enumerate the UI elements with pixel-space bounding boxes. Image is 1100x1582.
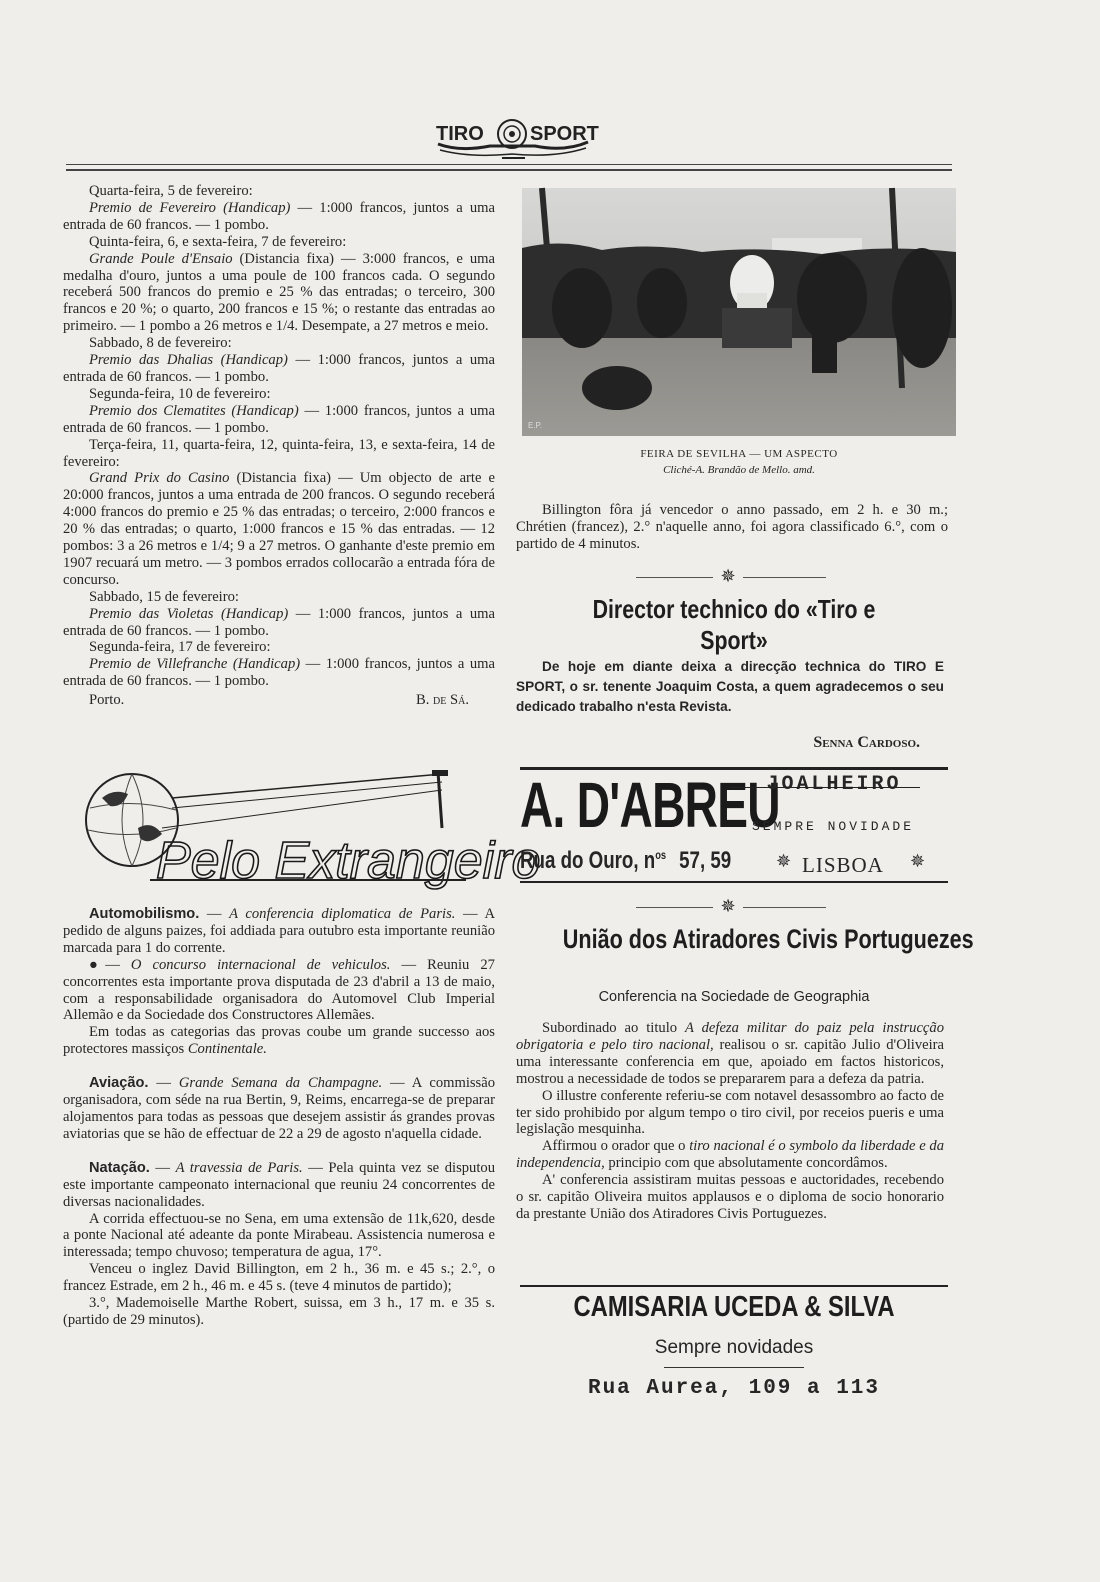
masthead-logo — [430, 112, 599, 162]
dabreu-trade-rule — [730, 787, 920, 788]
star-icon: ✵ — [776, 851, 792, 872]
pelo-extrangeiro-banner — [82, 768, 541, 890]
dabreu-address: Rua do Ouro, $n^{os}$ 57, 59 — [520, 847, 732, 874]
news-concurso: ●— O concurso internacional de vehiculos. — Reuniu 27 concorrentes esta importante prova disputada de 23 d'abril a 13 de maio, com a responsabilidade organisadora do Automovel Club Imperial Allemão e da Sociedade dos Constructores Allemães. — [63, 956, 495, 1024]
schedule-line: Sabbado, 15 de fevereiro: — [89, 588, 239, 605]
sevilha-fair-photo — [522, 188, 956, 436]
svg-text:SPORT: SPORT — [530, 123, 599, 145]
svg-text:TIRO: TIRO — [436, 123, 484, 145]
dabreu-slogan: SEMPRE NOVIDADE — [751, 819, 915, 834]
schedule-line: Grande Poule d'Ensaio (Distancia fixa) — 3:000 francos, e uma medalha d'ouro, juntos a uma poule de 100 francos cada. O segundo receberá 500 francos do premio e 25 % das entradas; o terceiro, 300 francos e 20 %; o quarto, 200 francos e 15 %; o restante das entradas ao primeiro. — 1 pombo a 26 metros e 1/4. Desempate, a 27 metros e meio. — [63, 250, 495, 335]
schedule-line: Premio das Violetas (Handicap) — 1:000 francos, juntos a uma entrada de 60 francos. — 1 pombo. — [63, 605, 495, 639]
schedule-line: Quarta-feira, 5 de fevereiro: — [89, 183, 253, 199]
schedule-line: Premio dos Clematites (Handicap) — 1:000 francos, juntos a uma entrada de 60 francos. — 1 pombo. — [63, 402, 495, 436]
schedule-line: Premio de Villefranche (Handicap) — 1:000 francos, juntos a uma entrada de 60 francos. — 1 pombo. — [63, 656, 495, 690]
schedule-line: Segunda-feira, 10 de fevereiro: — [89, 385, 271, 402]
star-icon: ✵ — [910, 851, 926, 872]
svg-text:E.P.: E.P. — [528, 421, 543, 430]
schedule-line: Quinta-feira, 6, e sexta-feira, 7 de fevereiro: — [89, 233, 347, 250]
news-aviacao: Aviação. — Grande Semana da Champagne. — A commissão organisadora, com séde na rua Bertin, 9, Reims, encarrega-se de preparar alojamentos para todas as pessoas que desejem assistir ás grandes provas aviatorias que se hão de effectuar de 22 a 29 de agosto n'aquella cidade. — [63, 1075, 496, 1142]
dabreu-city: LISBOA — [802, 853, 884, 877]
uniao-title: União dos Atiradores Civis Portuguezes — [562, 924, 974, 954]
news-vencedor: Venceu o inglez David Billington, em 2 h., 36 m. e 45 s.; 2.°, o francez Estrade, em 2 h., 46 m. e 45 s. (teve 4 minutos de partido); — [63, 1261, 495, 1295]
news-natacao: Natação. — A travessia de Paris. — Pela quinta vez se disputou este importante campeonato internacional que reuniu 24 concorrentes de diversas nacionalidades. — [63, 1159, 495, 1210]
billington-paragraph — [516, 502, 948, 553]
uniao-paragraph: Subordinado ao titulo A defeza militar do paiz pela instrucção obrigatoria e pelo tiro nacional, realisou o sr. capitão Julio d'Oliveira uma interessante conferencia em que, apoiado em factos historicos, mostrou a necessidade de todos se prepararem para a defeza da patria. — [516, 1020, 945, 1087]
uniao-article — [516, 1020, 944, 1223]
uniao-paragraph: A' conferencia assistiram muitas pessoas e auctoridades, recebendo o sr. capitão Oliveira muitos applausos e o diploma de socio honorario da prestante União dos Atiradores Civis Portuguezes. — [516, 1172, 944, 1222]
director-signature: Senna Cardoso. — [813, 734, 920, 751]
signature-place: Porto. — [89, 692, 125, 709]
dabreu-advertisement — [520, 767, 948, 889]
article-signature — [63, 692, 495, 709]
billington-text: Billington fôra já vencedor o anno passado, em 2 h. e 30 m.; Chrétien (francez), 2.° n'aquelle anno, foi agora classificado 6.°, com o partido de 4 minutos. — [516, 502, 948, 552]
ad-bottom-rule — [520, 881, 948, 883]
ornament-star-icon: ✵ — [713, 897, 743, 917]
ornament-star-icon: ✵ — [713, 567, 743, 587]
photo-caption: FEIRA DE SEVILHA — UM ASPECTO — [640, 448, 838, 460]
news-automobilismo: Automobilismo. — A conferencia diplomatica de Paris. — A pedido de alguns paizes, foi addiada para outubro esta importante reunião marcada para 1 do corrente. — [63, 906, 496, 956]
schedule-line: Premio de Fevereiro (Handicap) — 1:000 francos, juntos a uma entrada de 60 francos. — 1 pombo. — [63, 199, 495, 233]
uniao-paragraph: Affirmou o orador que o tiro nacional é o symbolo da liberdade e da independencia, principio com que absolutamente concordâmos. — [516, 1138, 944, 1172]
news-corrida: A corrida effectuou-se no Sena, em uma extensão de 11k,620, desde a ponte Nacional até adeante da ponte Mirabeau. Assistencia numerosa e interessada; tempo chuvoso; temperatura de agua, 17°. — [63, 1210, 495, 1261]
photo-credit: Cliché-A. Brandão de Mello. amd. — [663, 464, 815, 476]
camisaria-address: Rua Aurea, 109 a 113 — [587, 1377, 881, 1400]
dabreu-name: A. D'ABREU — [520, 769, 780, 841]
director-text: De hoje em diante deixa a direcção technica do TIRO E SPORT, o sr. tenente Joaquim Costa, a quem agradecemos o seu dedicado trabalho n'esta Revista. — [516, 659, 944, 714]
uniao-subtitle: Conferencia na Sociedade de Geographia — [598, 989, 870, 1005]
schedule-line: Sabbado, 8 de fevereiro: — [89, 335, 232, 352]
schedule-line: Premio das Dhalias (Handicap) — 1:000 francos, juntos a uma entrada de 60 francos. — 1 pombo. — [63, 352, 495, 385]
news-successo: Em todas as categorias das provas coube um grande successo aos protectores massiços Continentale. — [63, 1024, 495, 1058]
pelo-extrangeiro-title: Pelo Extrangeiro — [156, 832, 541, 890]
news-terceiro: 3.°, Mademoiselle Marthe Robert, suissa, em 3 h., 17 m. e 35 s. (partido de 29 minutos). — [63, 1295, 495, 1328]
uniao-paragraph: O illustre conferente referiu-se com notavel desassombro ao facto de ter sido prohibido por algum tempo o tiro civil, por receios pueris e uma legislação mesquinha. — [516, 1087, 944, 1138]
camisaria-name: CAMISARIA UCEDA & SILVA — [573, 1291, 895, 1323]
director-title: Director technico do «Tiro e Sport» — [592, 594, 876, 655]
foreign-news — [63, 906, 495, 1329]
camisaria-advertisement — [520, 1285, 948, 1415]
left-column — [63, 183, 495, 709]
dabreu-trade: JOALHEIRO — [766, 773, 902, 796]
camisaria-rule — [664, 1367, 804, 1368]
signature-name: B. de Sá. — [416, 692, 469, 709]
schedule-line: Segunda-feira, 17 de fevereiro: — [89, 639, 271, 656]
schedule-line: Terça-feira, 11, quarta-feira, 12, quinta-feira, 13, e sexta-feira, 14 de fevereiro: — [63, 436, 495, 470]
schedule-line: Grand Prix do Casino (Distancia fixa) — Um objecto de arte e 20:000 francos, juntos a uma entrada de 200 francos. O segundo receberá 4:000 francos do premio e 25 % das entradas; o terceiro, 2:000 francos e 20 % das entradas; o quarto, 1:000 francos e 15 % das entradas. — 12 pombos: 3 a 26 metros e 1/4; 9 a 27 metros. O ganhante d'este premio em 1907 recuará um metro. — 3 pombos errados collocarão a entrada fóra de concurso. — [63, 470, 495, 588]
ad-top-rule — [520, 1285, 948, 1287]
camisaria-slogan: Sempre novidades — [654, 1337, 814, 1358]
